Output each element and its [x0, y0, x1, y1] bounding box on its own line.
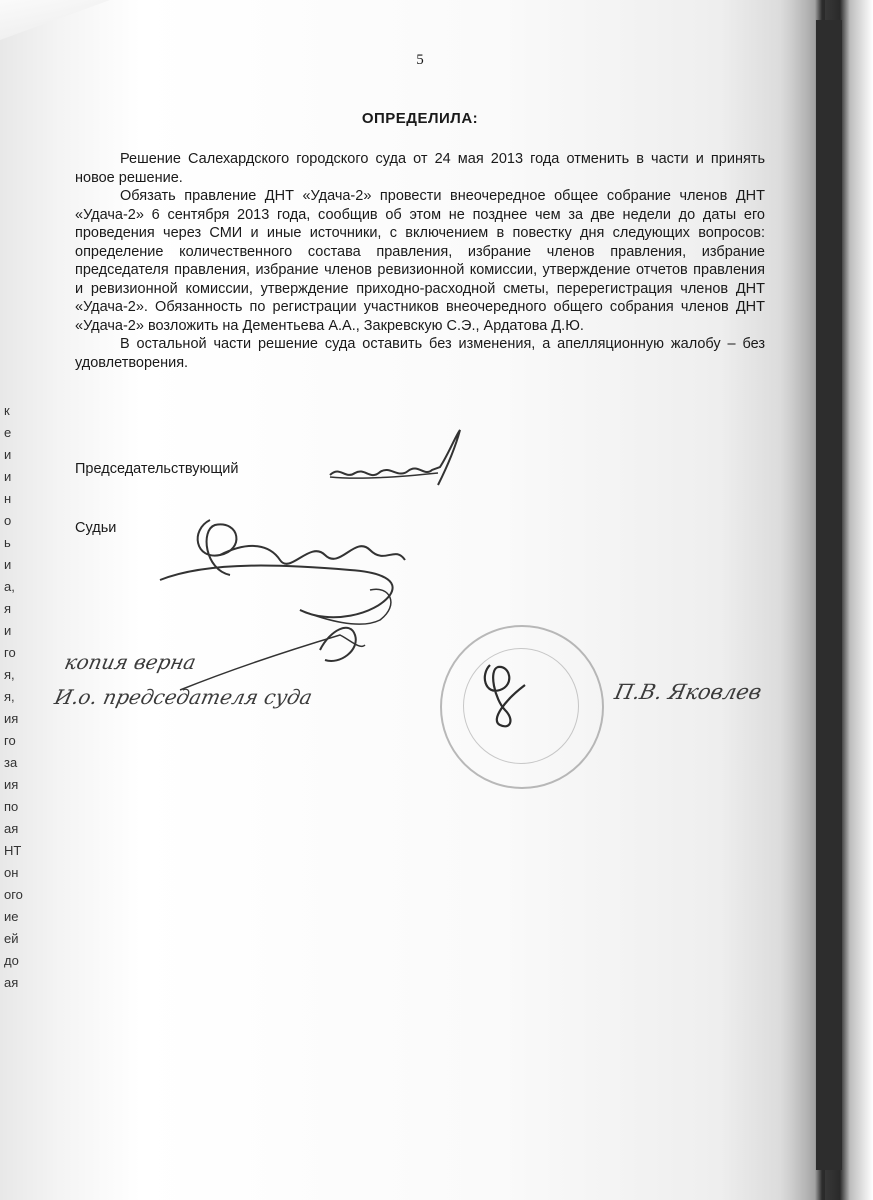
presiding-label: Председательствующий [75, 461, 239, 477]
margin-fragment: я [4, 601, 12, 616]
margin-fragment: ь [4, 535, 11, 550]
margin-fragment: я, [4, 667, 15, 682]
margin-fragment: о [4, 513, 12, 528]
margin-fragment: я, [4, 689, 15, 704]
margin-fragment: а, [4, 579, 15, 594]
certification-acting-chair: И.о. председателя суда [52, 685, 315, 709]
margin-fragment: к [4, 403, 10, 418]
paragraph-2: Обязать правление ДНТ «Удача-2» провести внеочередное общее собрание членов ДНТ «Удача-2» 6 сентября 2013 года, сообщив об этом не позднее чем за две недели до даты его проведения через СМИ и иные источники, с включением в повестку дня следующих вопросов: определение количественного состава правления, избрание членов правления, избрание председателя правления, избрание членов ревизионной комиссии, утверждение отчетов правления и ревизионной комиссии, утверждение приходно-расходной сметы, перерегистрация членов ДНТ «Удача-2». Обязанность по регистрации участников внеочередного общего собрания членов ДНТ «Удача-2» возложить на Дементьева А.А., Закревскую С.Э., Ардатова Д.Ю. [75, 188, 765, 334]
judges-label: Судьи [75, 520, 117, 536]
margin-fragment: ей [4, 931, 19, 946]
presiding-signature [320, 425, 470, 495]
margin-fragment: е [4, 425, 12, 440]
paragraph-3: В остальной части решение суда оставить без изменения, а апелляционную жалобу – без удовлетворения. [75, 336, 765, 371]
ruling-heading: ОПРЕДЕЛИЛА: [361, 110, 479, 127]
page-number: 5 [416, 52, 424, 68]
margin-fragment: ия [4, 777, 19, 792]
margin-fragment: и [4, 623, 12, 638]
margin-fragment: го [4, 733, 16, 748]
margin-fragment: и [4, 447, 12, 462]
margin-fragment: ая [4, 821, 19, 836]
margin-fragment: и [4, 557, 12, 572]
ruling-body [75, 150, 765, 372]
margin-fragment: ого [4, 887, 23, 902]
left-margin-fragments [4, 400, 24, 994]
margin-fragment: го [4, 645, 16, 660]
certifier-signature [470, 655, 540, 735]
margin-fragment: НТ [4, 843, 22, 858]
margin-fragment: он [4, 865, 19, 880]
margin-fragment: и [4, 469, 12, 484]
margin-fragment: ия [4, 711, 19, 726]
certification-copy-true: копия верна [62, 650, 199, 674]
paragraph-1: Решение Салехардского городского суда от 24 мая 2013 года отменить в части и принять новое решение. [75, 151, 765, 186]
margin-fragment: ие [4, 909, 19, 924]
margin-fragment: ая [4, 975, 19, 990]
margin-fragment: н [4, 491, 12, 506]
margin-fragment: до [4, 953, 19, 968]
margin-fragment: за [4, 755, 18, 770]
signer-name: П.В. Яковлев [612, 680, 764, 704]
margin-fragment: по [4, 799, 19, 814]
